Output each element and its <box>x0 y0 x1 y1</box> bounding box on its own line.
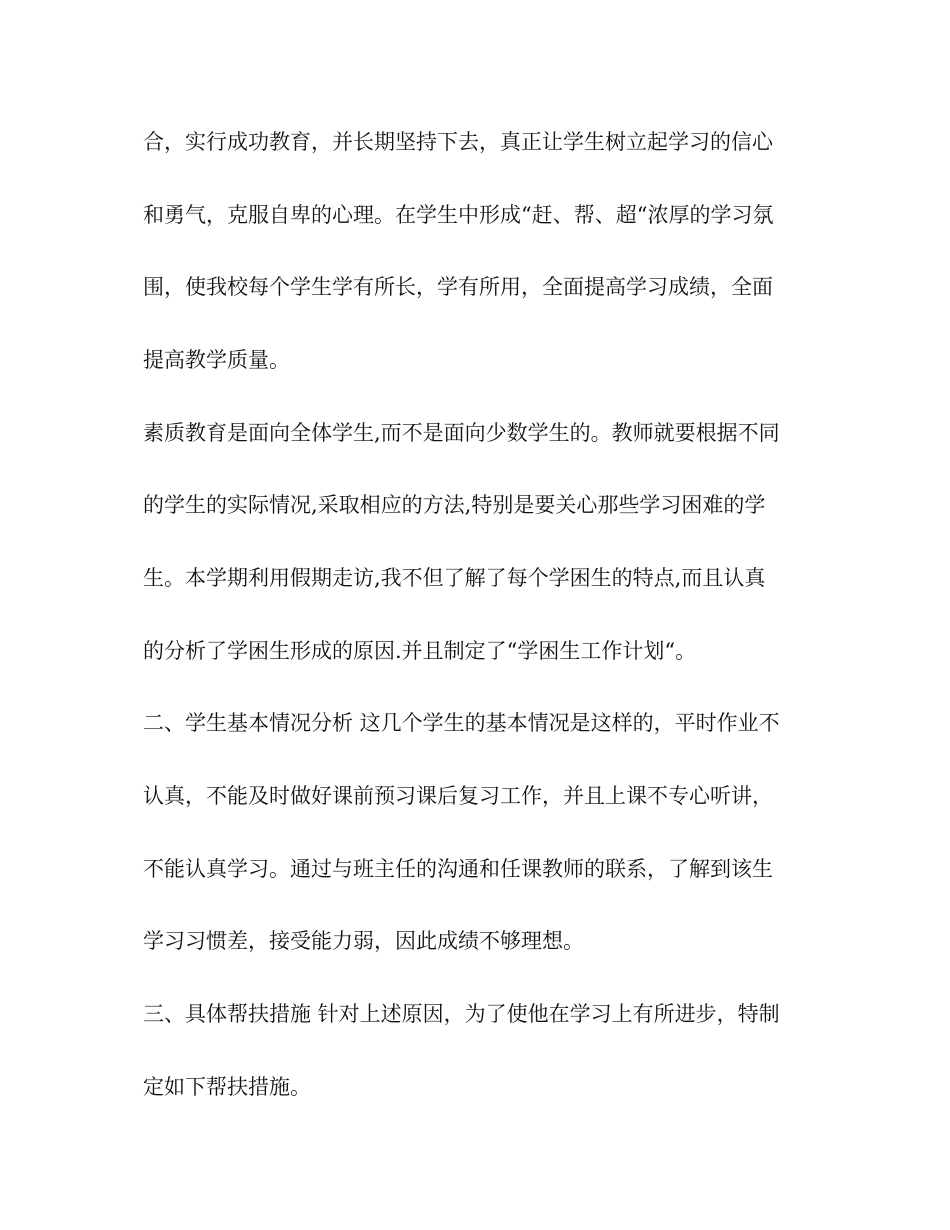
text-line: 素质教育是面向全体学生,而不是面向少数学生的。教师就要根据不同 <box>143 421 780 445</box>
text-line: 三、具体帮扶措施 针对上述原因，为了使他在学习上有所进步，特制 <box>143 1002 780 1026</box>
text-line: 学习习惯差，接受能力弱，因此成绩不够理想。 <box>143 929 584 953</box>
text-line: 的分析了学困生形成的原因.并且制定了“学困生工作计划“。 <box>143 639 697 663</box>
text-line: 认真，不能及时做好课前预习课后复习工作，并且上课不专心听讲， <box>143 784 773 808</box>
text-line: 提高教学质量。 <box>143 348 290 372</box>
text-line: 的学生的实际情况,采取相应的方法,特别是要关心那些学习困难的学 <box>143 493 766 517</box>
text-line: 定如下帮扶措施。 <box>143 1075 311 1099</box>
text-line: 和勇气，克服自卑的心理。在学生中形成“赶、帮、超“浓厚的学习氛 <box>143 203 774 227</box>
text-line: 生。本学期利用假期走访,我不但了解了每个学困生的特点,而且认真 <box>143 566 766 590</box>
text-line: 不能认真学习。通过与班主任的沟通和任课教师的联系，了解到该生 <box>143 857 773 881</box>
text-line: 围，使我校每个学生学有所长，学有所用，全面提高学习成绩，全面 <box>143 275 773 299</box>
text-line: 合，实行成功教育，并长期坚持下去，真正让学生树立起学习的信心 <box>143 130 773 154</box>
text-line: 二、学生基本情况分析 这几个学生的基本情况是这样的，平时作业不 <box>143 711 780 735</box>
